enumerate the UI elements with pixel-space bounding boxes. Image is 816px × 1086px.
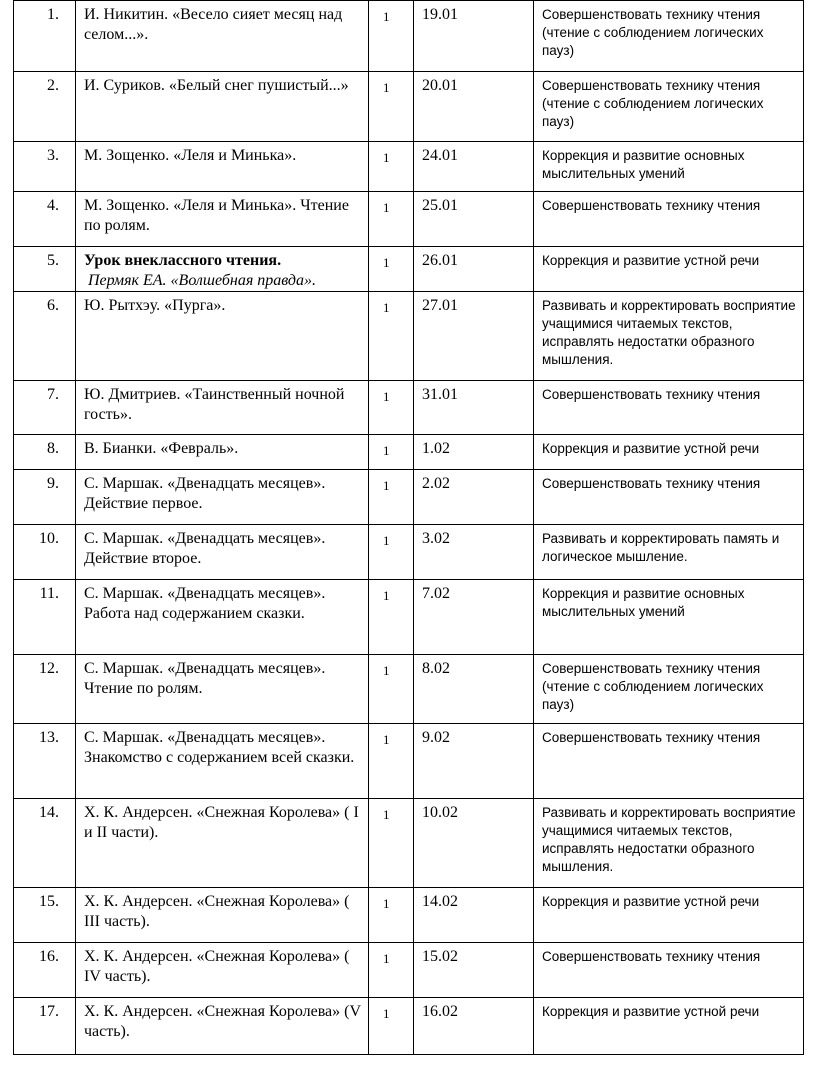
lesson-hours: 1: [369, 724, 414, 799]
lesson-date: 24.01: [414, 142, 534, 192]
lesson-number: 5.: [14, 247, 76, 292]
lesson-title: Х. К. Андерсен. «Снежная Королева» (V часть).: [76, 998, 369, 1055]
lesson-row: [14, 435, 804, 470]
lesson-row: [14, 724, 804, 799]
lesson-title: Х. К. Андерсен. «Снежная Королева» ( IV часть).: [76, 943, 369, 998]
lesson-title: Х. К. Андерсен. «Снежная Королева» ( III часть).: [76, 888, 369, 943]
lesson-number: 1.: [14, 1, 76, 72]
lesson-date: 27.01: [414, 292, 534, 381]
lesson-number: 9.: [14, 470, 76, 525]
lesson-row: [14, 470, 804, 525]
lesson-date: 7.02: [414, 580, 534, 655]
lesson-number: 16.: [14, 943, 76, 998]
lesson-row: [14, 72, 804, 142]
lesson-goal: Развивать и корректировать восприятие учащимися читаемых текстов, исправлять недостатки образного мышления.: [534, 292, 804, 381]
lesson-table-body: [14, 1, 804, 1055]
lesson-hours: 1: [369, 381, 414, 435]
lesson-title-heading: Урок внеклассного чтения.: [84, 252, 282, 269]
lesson-date: 10.02: [414, 799, 534, 888]
lesson-date: 31.01: [414, 381, 534, 435]
lesson-goal: Коррекция и развитие устной речи: [534, 435, 804, 470]
lesson-title: С. Маршак. «Двенадцать месяцев». Действие первое.: [76, 470, 369, 525]
lesson-plan-table: [13, 0, 804, 1055]
lesson-number: 7.: [14, 381, 76, 435]
lesson-date: 1.02: [414, 435, 534, 470]
lesson-goal: Совершенствовать технику чтения: [534, 724, 804, 799]
lesson-goal: Совершенствовать технику чтения: [534, 192, 804, 247]
lesson-number: 17.: [14, 998, 76, 1055]
lesson-date: 19.01: [414, 1, 534, 72]
lesson-goal: Коррекция и развитие основных мыслительных умений: [534, 142, 804, 192]
lesson-number: 12.: [14, 655, 76, 724]
lesson-title: М. Зощенко. «Леля и Минька». Чтение по ролям.: [76, 192, 369, 247]
lesson-goal: Совершенствовать технику чтения: [534, 470, 804, 525]
lesson-title: С. Маршак. «Двенадцать месяцев». Работа над содержанием сказки.: [76, 580, 369, 655]
lesson-number: 3.: [14, 142, 76, 192]
lesson-row: [14, 580, 804, 655]
lesson-hours: 1: [369, 292, 414, 381]
lesson-hours: 1: [369, 247, 414, 292]
lesson-row: [14, 292, 804, 381]
lesson-date: 14.02: [414, 888, 534, 943]
lesson-date: 16.02: [414, 998, 534, 1055]
lesson-date: 3.02: [414, 525, 534, 580]
lesson-hours: 1: [369, 655, 414, 724]
lesson-date: 20.01: [414, 72, 534, 142]
lesson-hours: 1: [369, 525, 414, 580]
lesson-number: 4.: [14, 192, 76, 247]
lesson-date: 8.02: [414, 655, 534, 724]
lesson-hours: 1: [369, 470, 414, 525]
lesson-row: [14, 998, 804, 1055]
lesson-hours: 1: [369, 998, 414, 1055]
lesson-title: Ю. Дмитриев. «Таинственный ночной гость».: [76, 381, 369, 435]
lesson-row: [14, 247, 804, 292]
lesson-date: 25.01: [414, 192, 534, 247]
lesson-number: 15.: [14, 888, 76, 943]
lesson-row: [14, 655, 804, 724]
lesson-hours: 1: [369, 943, 414, 998]
lesson-row: [14, 799, 804, 888]
lesson-date: 2.02: [414, 470, 534, 525]
lesson-goal: Коррекция и развитие устной речи: [534, 998, 804, 1055]
lesson-goal: Развивать и корректировать восприятие учащимися читаемых текстов, исправлять недостатки образного мышления.: [534, 799, 804, 888]
lesson-title: В. Бианки. «Февраль».: [76, 435, 369, 470]
lesson-number: 11.: [14, 580, 76, 655]
lesson-hours: 1: [369, 1, 414, 72]
lesson-title: С. Маршак. «Двенадцать месяцев». Действие второе.: [76, 525, 369, 580]
lesson-row: [14, 888, 804, 943]
lesson-hours: 1: [369, 888, 414, 943]
lesson-row: [14, 943, 804, 998]
lesson-row: [14, 1, 804, 72]
lesson-goal: Коррекция и развитие устной речи: [534, 888, 804, 943]
lesson-number: 2.: [14, 72, 76, 142]
lesson-title: И. Никитин. «Весело сияет месяц над селом...».: [76, 1, 369, 72]
lesson-goal: Совершенствовать технику чтения (чтение с соблюдением логических пауз): [534, 72, 804, 142]
lesson-goal: Развивать и корректировать память и логическое мышление.: [534, 525, 804, 580]
lesson-number: 14.: [14, 799, 76, 888]
lesson-title: С. Маршак. «Двенадцать месяцев». Знакомство с содержанием всей сказки.: [76, 724, 369, 799]
lesson-date: 15.02: [414, 943, 534, 998]
lesson-row: [14, 525, 804, 580]
lesson-goal: Совершенствовать технику чтения (чтение с соблюдением логических пауз): [534, 1, 804, 72]
lesson-number: 13.: [14, 724, 76, 799]
lesson-title: М. Зощенко. «Леля и Минька».: [76, 142, 369, 192]
lesson-title-subtitle: Пермяк ЕА. «Волшебная правда».: [88, 272, 317, 289]
lesson-title: [76, 247, 369, 292]
lesson-number: 8.: [14, 435, 76, 470]
lesson-title: Ю. Рытхэу. «Пурга».: [76, 292, 369, 381]
lesson-goal: Коррекция и развитие устной речи: [534, 247, 804, 292]
lesson-title: И. Суриков. «Белый снег пушистый...»: [76, 72, 369, 142]
lesson-goal: Совершенствовать технику чтения: [534, 381, 804, 435]
lesson-hours: 1: [369, 72, 414, 142]
lesson-number: 6.: [14, 292, 76, 381]
lesson-number: 10.: [14, 525, 76, 580]
lesson-hours: 1: [369, 580, 414, 655]
lesson-date: 9.02: [414, 724, 534, 799]
lesson-hours: 1: [369, 192, 414, 247]
lesson-hours: 1: [369, 142, 414, 192]
lesson-hours: 1: [369, 435, 414, 470]
lesson-row: [14, 381, 804, 435]
lesson-goal: Коррекция и развитие основных мыслительных умений: [534, 580, 804, 655]
lesson-title: С. Маршак. «Двенадцать месяцев». Чтение по ролям.: [76, 655, 369, 724]
lesson-hours: 1: [369, 799, 414, 888]
lesson-goal: Совершенствовать технику чтения (чтение с соблюдением логических пауз): [534, 655, 804, 724]
lesson-row: [14, 192, 804, 247]
lesson-goal: Совершенствовать технику чтения: [534, 943, 804, 998]
lesson-row: [14, 142, 804, 192]
lesson-date: 26.01: [414, 247, 534, 292]
lesson-title: Х. К. Андерсен. «Снежная Королева» ( I и II части).: [76, 799, 369, 888]
